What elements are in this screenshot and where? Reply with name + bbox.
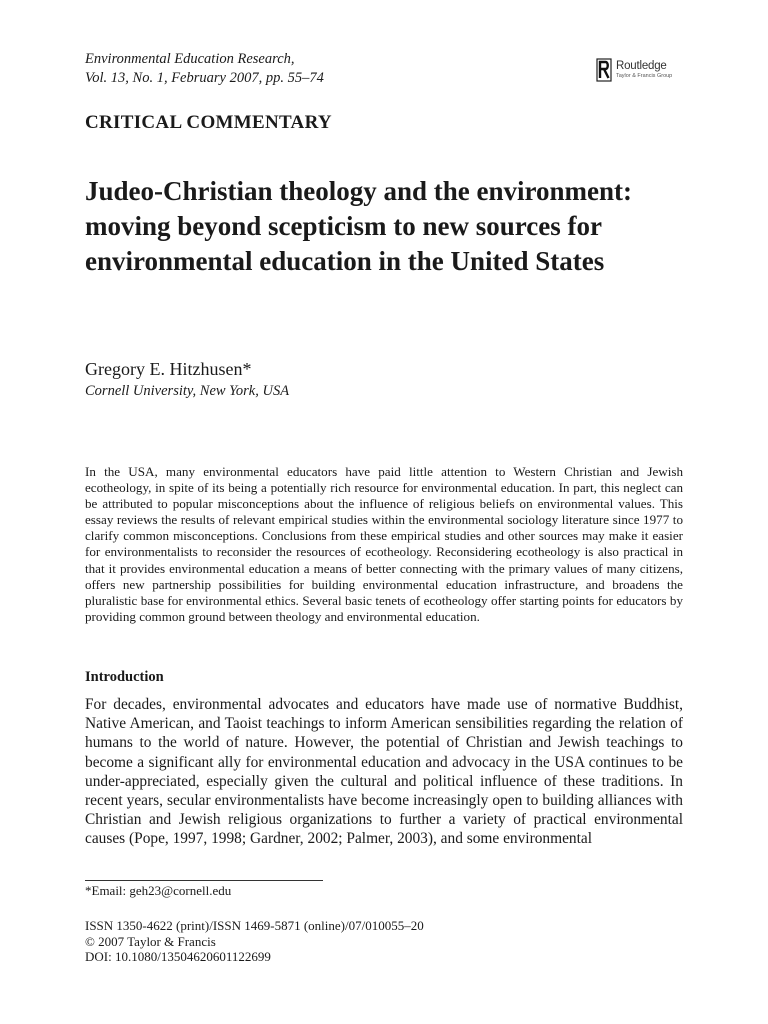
introduction-heading: Introduction: [85, 669, 164, 685]
publisher-text: [616, 61, 672, 79]
copyright-line: © 2007 Taylor & Francis: [85, 933, 216, 949]
author-name: Gregory E. Hitzhusen*: [85, 359, 252, 379]
introduction-body: For decades, environmental advocates and educators have made use of normative Buddhist, Native American, and Taoist teachings to inform American sensibilities regarding the relation of humans to the world of nature. However, the potential of Christian and Jewish teachings to become a significant ally for environmental education and advocacy in the USA continues to be under-appreciated, especially given the cultural and political influence of these traditions. In recent years, secular environmentalists have become increasingly open to building alliances with Christian and Jewish religious organizations to further a variety of practical environmental causes (Pope, 1997, 1998; Gardner, 2002; Palmer, 2003), and some environmental: [85, 696, 683, 848]
publisher-logo: [596, 58, 672, 82]
section-label: CRITICAL COMMENTARY: [85, 112, 332, 133]
journal-citation: [85, 50, 324, 88]
author-affiliation: Cornell University, New York, USA: [85, 383, 290, 399]
publisher-name: Routledge: [616, 60, 667, 72]
routledge-r-logo-icon: [596, 58, 612, 82]
publication-legal-info: [85, 918, 424, 965]
footnote-divider: [85, 880, 323, 881]
author-email-footnote: *Email: geh23@cornell.edu: [85, 883, 232, 898]
article-title: Judeo-Christian theology and the environment: moving beyond scepticism to new sources for environmental education in the United States: [85, 176, 633, 276]
journal-volume-info: Vol. 13, No. 1, February 2007, pp. 55–74: [85, 70, 324, 86]
abstract: In the USA, many environmental educators have paid little attention to Western Christian and Jewish ecotheology, in spite of its being a potentially rich resource for environmental education. In part, this neglect can be attributed to popular misconceptions about the influence of religious beliefs on environmental values. This essay reviews the results of relevant empirical studies within the environmental sociology literature since 1977 to clarify common misconceptions. Conclusions from these empirical studies and other sources may make it easier for environmentalists to reconsider the resources of ecotheology. Reconsidering ecotheology is also practical in that it provides environmental education a means of better connecting with the primary values of many citizens, offers new partnership possibilities for building environmental education infrastructure, and broadens the pluralistic base for environmental ethics. Several basic tenets of ecotheology offer starting points for educators by providing common ground between theology and environmental education.: [85, 464, 683, 624]
journal-name: Environmental Education Research,: [85, 51, 295, 67]
issn-line: ISSN 1350-4622 (print)/ISSN 1469-5871 (online)/07/010055–20: [85, 918, 424, 933]
publisher-group: Taylor & Francis Group: [616, 72, 673, 79]
doi-line: DOI: 10.1080/13504620601122699: [85, 949, 271, 964]
